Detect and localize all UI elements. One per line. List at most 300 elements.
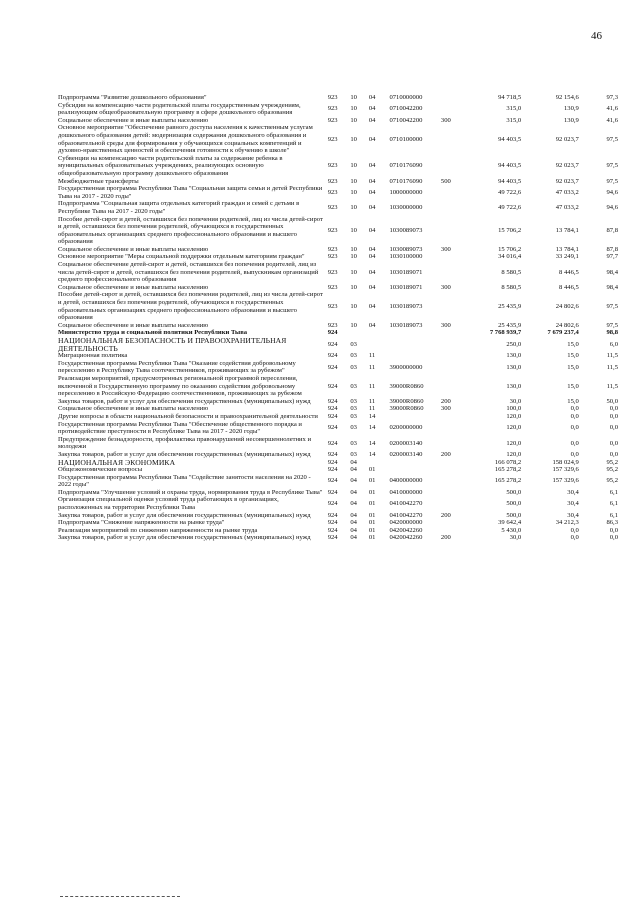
row-planned-amount: 34 016,4 — [498, 253, 522, 261]
row-percent-executed: 0,0 — [609, 405, 618, 413]
row-name: Подпрограмма "Снижение напряженности на рынке труда" — [58, 519, 225, 527]
row-section-code: 10 — [350, 105, 357, 113]
table-row — [58, 436, 618, 451]
table-row — [58, 398, 618, 406]
row-planned-amount: 7 768 939,7 — [489, 329, 522, 337]
row-subsection-code: 01 — [368, 526, 376, 534]
row-name: Пособие детей-сирот и детей, оставшихся без попечения родителей, лиц из числа детей-сирот и детей, оставшихся без попечения родителей, обучающихся в государственных образовательных организациях среднего профессионального образования и высшего образования — [58, 291, 323, 322]
row-target-article: 1030089073 — [389, 226, 423, 234]
row-name: Подпрограмма "Улучшение условий и охраны труда, нормирования труда в Республике Тыва" — [58, 488, 323, 496]
row-expense-type: 500 — [440, 177, 451, 185]
row-admin-code: 924 — [327, 397, 338, 405]
row-planned-amount: 49 722,6 — [498, 188, 522, 196]
row-executed-amount: 33 249,1 — [555, 253, 579, 261]
row-executed-amount: 30,4 — [567, 500, 579, 508]
row-section-code: 03 — [350, 382, 357, 390]
row-admin-code: 924 — [327, 500, 338, 508]
row-target-article: 39000R0860 — [389, 397, 424, 405]
row-subsection-code — [369, 459, 390, 467]
row-percent-executed: 87,8 — [606, 226, 618, 234]
row-admin-code: 923 — [327, 268, 338, 276]
row-admin-code: 924 — [327, 458, 338, 466]
row-percent-executed: 94,6 — [606, 204, 618, 212]
row-section-code: 10 — [350, 162, 357, 170]
table-row — [58, 459, 618, 467]
row-name: НАЦИОНАЛЬНАЯ ЭКОНОМИКА — [58, 457, 176, 467]
row-percent-executed: 98,4 — [606, 283, 618, 291]
row-admin-code: 924 — [327, 488, 338, 496]
row-executed-amount: 157 329,6 — [552, 466, 579, 474]
row-percent-executed: 0,0 — [609, 450, 618, 458]
row-subsection-code: 04 — [368, 302, 376, 310]
row-name: Государственная программа Республики Тыва "Содействие занятости населения на 2020 - 2022 годы" — [58, 473, 311, 489]
page-footer-mark — [60, 896, 180, 901]
row-target-article: 1030189071 — [389, 283, 423, 291]
row-planned-amount: 100,0 — [506, 405, 522, 413]
row-target-article — [389, 352, 440, 360]
table-row — [58, 489, 618, 497]
table-row — [58, 253, 618, 261]
row-planned-amount: 8 580,5 — [501, 268, 522, 276]
row-executed-amount: 47 033,2 — [555, 188, 579, 196]
row-executed-amount: 24 802,6 — [555, 302, 579, 310]
row-admin-code: 924 — [327, 412, 338, 420]
row-planned-amount: 25 435,9 — [498, 321, 522, 329]
row-target-article: 0420042260 — [389, 534, 423, 542]
table-row — [58, 216, 618, 246]
row-executed-amount: 157 329,6 — [552, 477, 579, 485]
row-planned-amount: 120,0 — [506, 424, 522, 432]
row-admin-code: 924 — [327, 352, 338, 360]
row-target-article: 1030100000 — [389, 253, 423, 261]
row-subsection-code: 14 — [368, 424, 376, 432]
row-expense-type — [441, 352, 462, 360]
table-row — [58, 117, 618, 125]
row-admin-code: 923 — [327, 188, 338, 196]
row-name: Реализация мероприятий по снижению напряженности на рынке труда — [58, 526, 258, 534]
row-name: Закупка товаров, работ и услуг для обеспечения государственных (муниципальных) нужд — [58, 511, 311, 519]
row-planned-amount: 315,0 — [506, 105, 522, 113]
row-name: Министерство труда и социальной политики Республики Тыва — [58, 329, 248, 337]
row-section-code: 03 — [350, 405, 357, 413]
budget-table — [58, 94, 618, 542]
row-admin-code: 923 — [327, 116, 338, 124]
row-target-article: 1030000000 — [389, 204, 423, 212]
row-executed-amount: 13 784,1 — [555, 226, 579, 234]
row-planned-amount: 39 642,4 — [498, 519, 522, 527]
row-admin-code: 923 — [327, 302, 338, 310]
row-expense-type — [441, 360, 462, 375]
row-executed-amount: 158 024,9 — [552, 458, 579, 466]
row-planned-amount: 500,0 — [506, 488, 522, 496]
table-row — [58, 155, 618, 178]
row-target-article: 0410042270 — [389, 511, 423, 519]
row-percent-executed: 98,4 — [606, 268, 618, 276]
row-name: Общеэкономические вопросы — [58, 466, 143, 474]
row-name: Социальное обеспечение и иные выплаты населению — [58, 245, 209, 253]
table-row — [58, 102, 618, 117]
row-target-article: 1030089073 — [389, 245, 423, 253]
row-expense-type — [441, 436, 462, 451]
row-target-article: 0710042200 — [389, 116, 423, 124]
row-executed-amount: 92 154,6 — [555, 94, 579, 101]
row-target-article: 39000R0860 — [389, 382, 424, 390]
row-name: Социальное обеспечение и иные выплаты населению — [58, 405, 209, 413]
row-executed-amount: 15,0 — [567, 352, 579, 360]
row-admin-code: 924 — [327, 405, 338, 413]
row-expense-type — [441, 185, 462, 200]
row-executed-amount: 0,0 — [570, 450, 579, 458]
row-target-article: 0710042200 — [389, 105, 423, 113]
row-name: Социальное обеспечение и иные выплаты населению — [58, 116, 209, 124]
row-target-article: 3900000000 — [389, 363, 423, 371]
row-name: Закупка товаров, работ и услуг для обеспечения государственных (муниципальных) нужд — [58, 397, 311, 405]
row-percent-executed: 41,6 — [606, 116, 618, 124]
row-section-code: 03 — [350, 412, 357, 420]
row-section-code: 04 — [350, 477, 357, 485]
row-name: Организация специальной оценки условий труда работающих в организациях, расположенных на территории Республики Тыва — [58, 496, 279, 512]
row-expense-type — [441, 124, 462, 154]
row-expense-type — [441, 261, 462, 284]
row-section-code: 10 — [350, 135, 357, 143]
row-planned-amount: 30,0 — [509, 534, 522, 542]
row-name: Субсидии на компенсацию части родительской платы государственным учреждениям, реализующим общеобразовательную программу в сфере дошкольного образования — [58, 101, 301, 117]
row-target-article: 0710176090 — [389, 177, 423, 185]
row-admin-code: 924 — [327, 534, 338, 542]
table-row — [58, 534, 618, 542]
row-section-code: 10 — [350, 321, 357, 329]
row-admin-code: 923 — [327, 245, 338, 253]
row-target-article: 0710176090 — [389, 162, 423, 170]
row-percent-executed: 0,0 — [609, 412, 618, 420]
row-expense-type — [441, 496, 462, 511]
row-expense-type: 300 — [440, 321, 451, 329]
table-row — [58, 360, 618, 375]
row-target-article: 1000000000 — [389, 188, 423, 196]
row-admin-code: 924 — [327, 363, 338, 371]
row-planned-amount: 120,0 — [506, 439, 522, 447]
row-target-article: 0200003140 — [389, 439, 423, 447]
row-subsection-code: 11 — [368, 382, 376, 390]
row-subsection-code: 04 — [368, 162, 376, 170]
row-section-code: 10 — [350, 204, 357, 212]
row-planned-amount: 15 706,2 — [498, 245, 522, 253]
row-target-article: 0410000000 — [389, 488, 423, 496]
row-executed-amount: 0,0 — [570, 534, 579, 542]
row-admin-code: 924 — [327, 340, 338, 348]
row-name: НАЦИОНАЛЬНАЯ БЕЗОПАСНОСТЬ И ПРАВООХРАНИТЕЛЬНАЯ ДЕЯТЕЛЬНОСТЬ — [58, 336, 287, 353]
row-section-code: 10 — [350, 94, 357, 101]
row-planned-amount: 130,0 — [506, 363, 522, 371]
row-percent-executed: 98,8 — [606, 329, 618, 337]
row-expense-type — [441, 94, 462, 102]
row-expense-type — [441, 200, 462, 215]
table-row — [58, 284, 618, 292]
row-target-article: 1030189071 — [389, 268, 423, 276]
row-subsection-code: 01 — [368, 511, 376, 519]
row-subsection-code: 01 — [368, 477, 376, 485]
row-percent-executed: 41,6 — [606, 105, 618, 113]
row-expense-type — [441, 337, 462, 352]
row-target-article: 0420042260 — [389, 526, 423, 534]
row-admin-code: 924 — [327, 511, 338, 519]
row-percent-executed: 11,5 — [606, 363, 618, 371]
row-name: Основное мероприятие "Обеспечение равного доступа населения к качественным услугам дошкольного образования детей: модернизация содержания дошкольного образования и образовательной среды для формирования у обучающихся социальных компетенций и духовно-нравственных ценностей и обеспечения готовности к обучению в школе" — [58, 124, 313, 155]
row-expense-type: 200 — [440, 397, 451, 405]
row-name: Другие вопросы в области национальной безопасности и правоохранительной деятельности — [58, 412, 318, 420]
row-admin-code: 923 — [327, 135, 338, 143]
row-section-code: 10 — [350, 188, 357, 196]
row-subsection-code: 04 — [368, 188, 376, 196]
row-executed-amount: 0,0 — [570, 424, 579, 432]
table-row — [58, 527, 618, 535]
row-name: Закупка товаров, работ и услуг для обеспечения государственных (муниципальных) нужд — [58, 534, 311, 542]
row-expense-type — [441, 155, 462, 178]
row-percent-executed: 50,0 — [606, 397, 618, 405]
row-subsection-code — [369, 337, 390, 352]
row-section-code: 03 — [350, 439, 357, 447]
row-expense-type — [441, 375, 462, 398]
table-row — [58, 246, 618, 254]
row-subsection-code: 01 — [368, 488, 376, 496]
row-expense-type — [441, 329, 462, 337]
table-row — [58, 124, 618, 154]
row-expense-type: 300 — [440, 405, 451, 413]
row-expense-type — [441, 474, 462, 489]
row-planned-amount: 165 278,2 — [494, 477, 522, 485]
row-percent-executed: 6,1 — [609, 500, 618, 508]
row-target-article: 0710100000 — [389, 135, 423, 143]
row-expense-type — [441, 459, 462, 467]
row-planned-amount: 94 403,5 — [498, 135, 522, 143]
row-admin-code: 924 — [327, 519, 338, 527]
row-target-article: 0420000000 — [389, 519, 423, 527]
row-planned-amount: 120,0 — [506, 412, 522, 420]
row-executed-amount: 0,0 — [570, 412, 579, 420]
row-name: Основное мероприятие "Меры социальной поддержки отдельным категориям граждан" — [58, 253, 305, 261]
row-section-code: 04 — [350, 500, 357, 508]
row-section-code: 10 — [350, 116, 357, 124]
row-percent-executed: 97,7 — [606, 253, 618, 261]
table-row — [58, 466, 618, 474]
row-subsection-code: 11 — [368, 397, 376, 405]
row-expense-type: 200 — [440, 511, 451, 519]
row-percent-executed: 97,5 — [606, 321, 618, 329]
row-planned-amount: 94 403,5 — [498, 162, 522, 170]
row-section-code: 10 — [350, 253, 357, 261]
row-admin-code: 924 — [327, 329, 338, 337]
row-admin-code: 923 — [327, 204, 338, 212]
row-section-code: 04 — [350, 526, 357, 534]
row-subsection-code: 04 — [368, 177, 376, 185]
row-expense-type — [441, 291, 462, 321]
row-subsection-code — [369, 329, 390, 337]
page-number: 46 — [591, 30, 602, 42]
row-percent-executed: 0,0 — [609, 526, 618, 534]
row-planned-amount: 165 278,2 — [494, 466, 522, 474]
table-row — [58, 291, 618, 321]
row-section-code: 10 — [350, 268, 357, 276]
row-percent-executed: 95,2 — [606, 477, 618, 485]
row-section-code: 10 — [350, 283, 357, 291]
row-name: Субвенции на компенсацию части родительской платы за содержание ребенка в муниципальных образовательных учреждениях, реализующих основную общеобразовательную программу дошкольного образования — [58, 154, 283, 177]
row-section-code: 04 — [350, 519, 357, 527]
row-name: Социальное обеспечение детей-сирот и детей, оставшихся без попечения родителей, лиц из числа детей-сирот и детей, оставшихся без попечения родителей, выпускникам организаций среднего профессионального образования — [58, 261, 319, 284]
row-section-code: 04 — [350, 511, 357, 519]
row-percent-executed: 97,5 — [606, 162, 618, 170]
row-percent-executed: 95,2 — [606, 466, 618, 474]
table-row — [58, 94, 618, 102]
row-percent-executed: 97,5 — [606, 135, 618, 143]
row-expense-type: 300 — [440, 116, 451, 124]
row-admin-code: 924 — [327, 439, 338, 447]
row-expense-type: 200 — [440, 534, 451, 542]
row-subsection-code: 14 — [368, 450, 376, 458]
row-percent-executed: 11,5 — [606, 382, 618, 390]
row-name: Подпрограмма "Социальная защита отдельных категорий граждан и семей с детьми в Республике Тыва на 2017 - 2020 годы" — [58, 200, 300, 215]
row-executed-amount: 92 023,7 — [555, 162, 579, 170]
row-name: Государственная программа Республики Тыва "Социальная защита семьи и детей Республики Тыва на 2017 - 2020 годы" — [58, 185, 323, 200]
row-percent-executed: 11,5 — [606, 352, 618, 360]
row-executed-amount: 8 446,5 — [559, 268, 579, 276]
row-percent-executed: 86,3 — [606, 519, 618, 527]
row-name: Миграционная политика — [58, 352, 128, 360]
row-name: Государственная программа Республики Тыва "Обеспечение общественного порядка и противодействие преступности в Республике Тыва на 2017 - 2020 годы" — [58, 420, 302, 436]
table-row — [58, 178, 618, 186]
row-expense-type — [441, 216, 462, 246]
row-section-code: 03 — [350, 352, 357, 360]
row-admin-code: 924 — [327, 526, 338, 534]
row-admin-code: 923 — [327, 253, 338, 261]
row-planned-amount: 130,0 — [506, 382, 522, 390]
row-name: Реализация мероприятий, предусмотренных региональной программой переселения, включенной в Государственную программу по оказанию содействия добровольному переселению в Российскую Федерацию соотечественников, проживающих за рубежом — [58, 374, 302, 398]
row-percent-executed: 94,6 — [606, 188, 618, 196]
row-executed-amount: 34 212,3 — [555, 519, 579, 527]
row-executed-amount: 24 802,6 — [555, 321, 579, 329]
table-row — [58, 519, 618, 527]
row-admin-code: 923 — [327, 283, 338, 291]
row-percent-executed: 97,5 — [606, 302, 618, 310]
row-expense-type: 300 — [440, 283, 451, 291]
row-target-article — [389, 329, 440, 337]
row-executed-amount: 13 784,1 — [555, 245, 579, 253]
row-target-article — [389, 466, 440, 474]
row-planned-amount: 94 718,5 — [498, 94, 522, 101]
table-row — [58, 375, 618, 398]
row-planned-amount: 130,0 — [506, 352, 522, 360]
row-target-article: 1030189073 — [389, 302, 423, 310]
row-subsection-code: 11 — [368, 363, 376, 371]
table-row — [58, 474, 618, 489]
row-expense-type — [441, 413, 462, 421]
row-percent-executed: 6,1 — [609, 488, 618, 496]
table-body — [58, 94, 618, 542]
row-expense-type — [441, 519, 462, 527]
row-expense-type — [441, 421, 462, 436]
row-planned-amount: 25 435,9 — [498, 302, 522, 310]
table-row — [58, 512, 618, 520]
row-subsection-code: 04 — [368, 253, 376, 261]
row-executed-amount: 30,4 — [567, 511, 579, 519]
row-percent-executed: 0,0 — [609, 439, 618, 447]
row-subsection-code: 01 — [368, 519, 376, 527]
row-target-article: 0710000000 — [389, 94, 423, 101]
row-section-code: 04 — [350, 534, 357, 542]
row-name: Межбюджетные трансферты — [58, 177, 139, 185]
table-row — [58, 421, 618, 436]
row-target-article — [389, 337, 440, 352]
row-percent-executed: 0,0 — [609, 424, 618, 432]
row-admin-code: 924 — [327, 450, 338, 458]
table-row — [58, 352, 618, 360]
row-planned-amount: 315,0 — [506, 116, 522, 124]
row-subsection-code: 04 — [368, 226, 376, 234]
row-admin-code: 924 — [327, 477, 338, 485]
row-section-code: 03 — [350, 450, 357, 458]
table-row — [58, 322, 618, 330]
row-expense-type — [441, 253, 462, 261]
row-planned-amount: 250,0 — [506, 340, 522, 348]
row-expense-type — [441, 102, 462, 117]
row-name: Государственная программа Республики Тыва "Оказание содействия добровольному переселению в Республику Тыва соотечественников, проживающих за рубежом" — [58, 359, 296, 375]
row-subsection-code: 04 — [368, 204, 376, 212]
row-admin-code: 923 — [327, 321, 338, 329]
row-executed-amount: 0,0 — [570, 405, 579, 413]
row-subsection-code: 11 — [368, 352, 376, 360]
row-section-code: 10 — [350, 226, 357, 234]
row-executed-amount: 47 033,2 — [555, 204, 579, 212]
row-expense-type — [441, 466, 462, 474]
row-section-code: 04 — [350, 488, 357, 496]
row-executed-amount: 15,0 — [567, 397, 579, 405]
row-expense-type: 300 — [440, 245, 451, 253]
row-executed-amount: 7 679 237,4 — [547, 329, 579, 337]
row-percent-executed: 87,8 — [606, 245, 618, 253]
row-subsection-code: 01 — [368, 534, 376, 542]
table-row — [58, 337, 618, 352]
row-section-code: 04 — [350, 466, 357, 474]
row-expense-type — [441, 527, 462, 535]
row-planned-amount: 500,0 — [506, 500, 522, 508]
row-subsection-code: 11 — [368, 405, 376, 413]
row-planned-amount: 94 403,5 — [498, 177, 522, 185]
row-admin-code: 923 — [327, 162, 338, 170]
row-planned-amount: 30,0 — [509, 397, 522, 405]
row-admin-code: 924 — [327, 466, 338, 474]
row-name: Социальное обеспечение и иные выплаты населению — [58, 283, 209, 291]
row-section-code: 03 — [350, 397, 357, 405]
row-percent-executed: 95,2 — [606, 458, 618, 466]
row-executed-amount: 92 023,7 — [555, 135, 579, 143]
row-planned-amount: 8 580,5 — [501, 283, 522, 291]
row-admin-code: 923 — [327, 94, 338, 101]
row-subsection-code: 14 — [368, 412, 376, 420]
row-section-code: 10 — [350, 302, 357, 310]
table-row — [58, 185, 618, 200]
row-target-article — [389, 459, 440, 467]
row-subsection-code: 04 — [368, 268, 376, 276]
row-section-code: 10 — [350, 245, 357, 253]
row-subsection-code: 04 — [368, 321, 376, 329]
row-section-code: 03 — [350, 363, 357, 371]
table-row — [58, 261, 618, 284]
row-admin-code: 923 — [327, 105, 338, 113]
row-target-article: 0410042270 — [389, 500, 423, 508]
row-executed-amount: 130,9 — [563, 116, 579, 124]
row-name: Социальное обеспечение и иные выплаты населению — [58, 321, 209, 329]
row-executed-amount: 8 446,5 — [559, 283, 579, 291]
row-percent-executed: 97,5 — [606, 177, 618, 185]
